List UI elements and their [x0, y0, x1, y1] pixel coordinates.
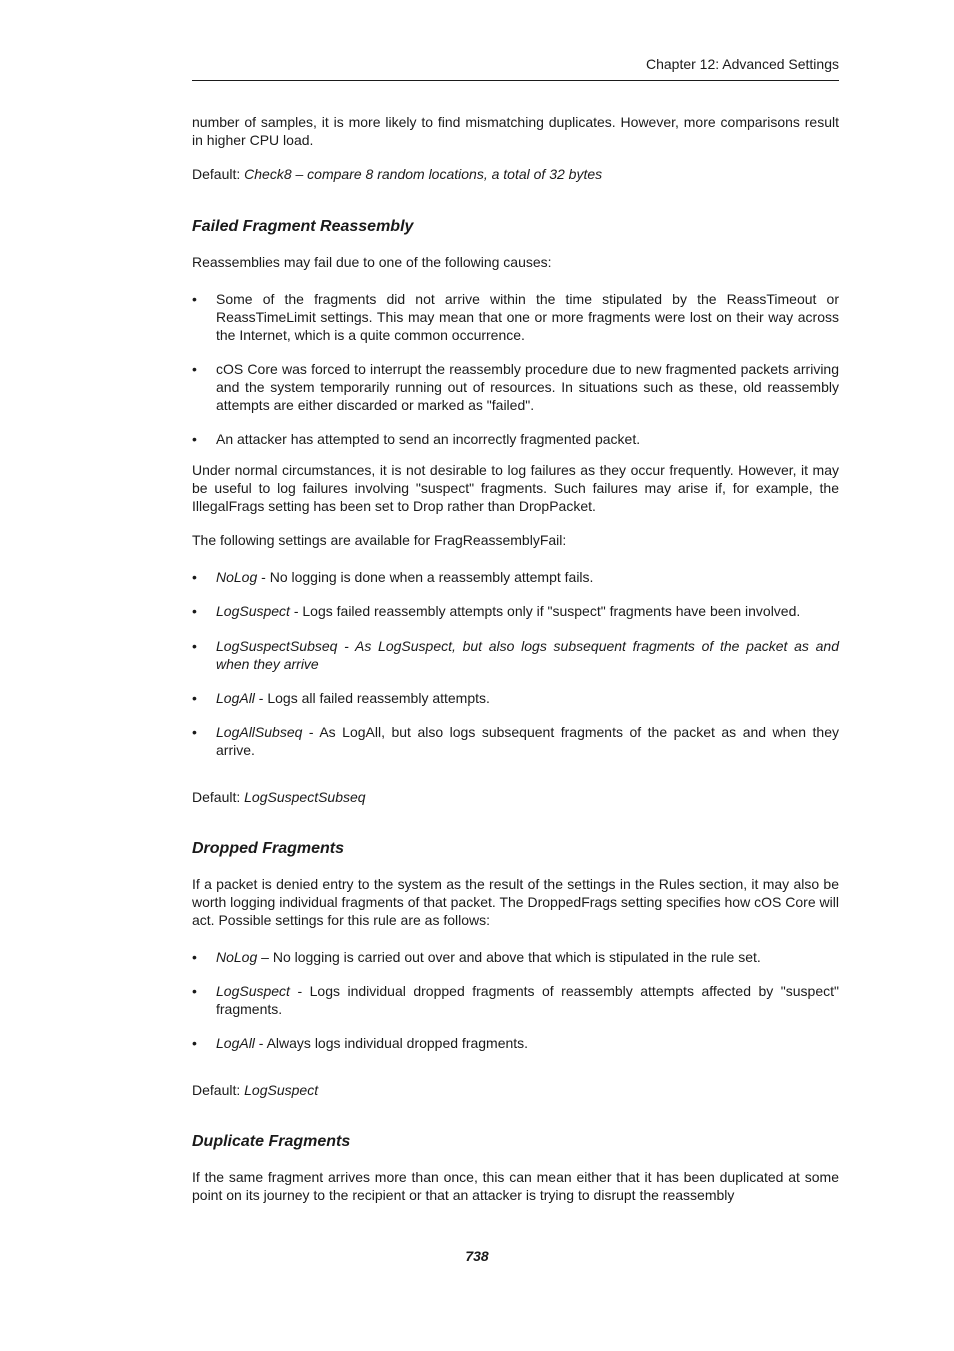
bullet: • [192, 603, 197, 619]
page-number: 738 [465, 1248, 489, 1264]
setting-desc: - No logging is done when a reassembly attempt fails. [257, 569, 594, 585]
list-item [192, 290, 839, 344]
failure-causes-list [192, 290, 839, 448]
setting-term: LogSuspect [216, 983, 290, 999]
default-label: Default: [192, 1082, 241, 1098]
header-rule [192, 80, 839, 81]
failed-reassembly-intro: Reassemblies may fail due to one of the following causes: [192, 254, 552, 270]
list-item-text: An attacker has attempted to send an incorrectly fragmented packet. [216, 431, 641, 447]
bullet: • [192, 724, 197, 740]
bullet: • [192, 569, 197, 585]
setting-desc: - Logs all failed reassembly attempts. [254, 690, 490, 706]
setting-desc: - As LogSuspect, but also logs subsequent fragments of the packet as and when they arrive [216, 638, 839, 672]
list-item [192, 637, 839, 673]
bullet: • [192, 638, 197, 654]
bullet: • [192, 1035, 197, 1051]
default-label: Default: [192, 789, 241, 805]
setting-term: NoLog [216, 569, 258, 585]
setting-term: LogAllSubseq [216, 724, 303, 740]
setting-desc: - Logs failed reassembly attempts only if "suspect" fragments have been involved. [289, 603, 801, 619]
list-item [192, 689, 839, 707]
setting-term: LogAll [216, 690, 255, 706]
bullet: • [192, 949, 197, 965]
intro-default [192, 165, 839, 183]
section-heading-duplicate-fragments: Duplicate Fragments [192, 1133, 351, 1150]
list-item [192, 360, 839, 414]
default-value: LogSuspect [244, 1082, 319, 1098]
bullet: • [192, 431, 197, 447]
setting-term: NoLog [216, 949, 258, 965]
dropped-frags-settings-list [192, 948, 839, 1052]
default-value: Check8 – compare 8 random locations, a total of 32 bytes [244, 166, 603, 182]
setting-desc: – No logging is carried out over and above that which is stipulated in the rule set. [257, 949, 761, 965]
page-content [192, 113, 839, 1204]
running-header: Chapter 12: Advanced Settings [645, 56, 839, 72]
section-heading-failed-reassembly: Failed Fragment Reassembly [192, 218, 414, 235]
failed-reassembly-settings-intro: The following settings are available for FragReassemblyFail: [192, 532, 567, 548]
failed-reassembly-paragraph: Under normal circumstances, it is not desirable to log failures as they occur frequently. However, it may be useful to log failures involving "suspect" fragments. Such failures may arise if, for example, the IllegalFrags setting has been set to Drop rather than DropPacket. [192, 462, 839, 514]
dropped-fragments-paragraph: If a packet is denied entry to the system as the result of the settings in the Rules section, it may also be worth logging individual fragments of that packet. The DroppedFrags setting specifies how cOS Core will act. Possible settings for this rule are as follows: [192, 876, 839, 928]
bullet: • [192, 983, 197, 999]
bullet: • [192, 690, 197, 706]
setting-term: LogSuspect [216, 603, 290, 619]
list-item [192, 602, 839, 620]
bullet: • [192, 291, 197, 307]
list-item-text: cOS Core was forced to interrupt the reassembly procedure due to new fragmented packets arriving and the system temporarily running out of resources. In situations such as these, old reassembly attempts are either discarded or marked as "failed". [216, 361, 839, 413]
failed-reassembly-default [192, 788, 839, 806]
list-item [192, 568, 839, 586]
intro-paragraph: number of samples, it is more likely to find mismatching duplicates. However, more comparisons result in higher CPU load. [192, 114, 839, 148]
list-item [192, 948, 839, 966]
list-item-text: Some of the fragments did not arrive within the time stipulated by the ReassTimeout or ReassTimeLimit settings. This may mean that one or more fragments were lost on their way across the Internet, which is a quite common occurrence. [216, 291, 839, 343]
duplicate-fragments-paragraph: If the same fragment arrives more than once, this can mean either that it has been duplicated at some point on its journey to the recipient or that an attacker is trying to disrupt the reassembly [192, 1169, 839, 1203]
setting-term: LogAll [216, 1035, 255, 1051]
dropped-fragments-default [192, 1081, 839, 1099]
bullet: • [192, 361, 197, 377]
setting-desc: - Always logs individual dropped fragments. [254, 1035, 529, 1051]
default-value: LogSuspectSubseq [244, 789, 366, 805]
list-item [192, 1034, 839, 1052]
list-item [192, 430, 839, 448]
section-heading-dropped-fragments: Dropped Fragments [192, 840, 345, 857]
list-item [192, 723, 839, 759]
list-item [192, 982, 839, 1018]
default-label: Default: [192, 166, 241, 182]
frag-reassembly-fail-settings-list [192, 568, 839, 759]
setting-desc: - As LogAll, but also logs subsequent fragments of the packet as and when they arrive. [216, 724, 839, 758]
setting-desc: - Logs individual dropped fragments of reassembly attempts affected by "suspect" fragments. [216, 983, 839, 1017]
setting-term: LogSuspectSubseq [216, 638, 338, 654]
